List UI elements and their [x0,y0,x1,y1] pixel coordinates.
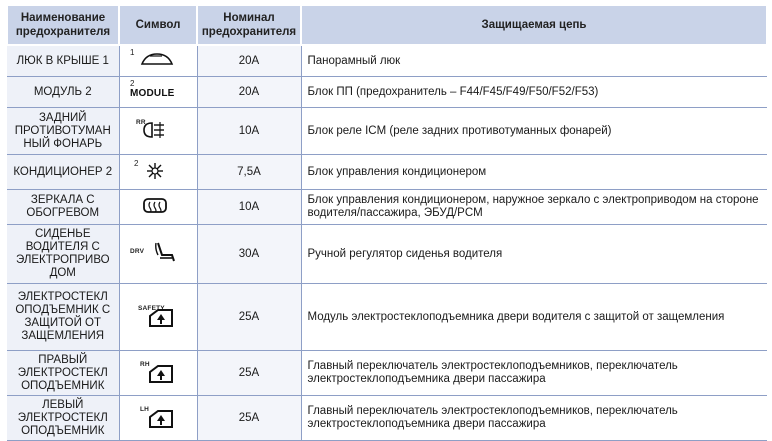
heated-mirror-icon [140,196,170,216]
fuse-circuit: Блок управления кондиционером, наружное зеркало с электроприводом на стороне водителя/пассажира, ЭБУД/PCM [301,190,767,225]
driver-seat-icon [152,241,182,263]
air-conditioner-icon [140,161,170,181]
table-row [7,396,767,441]
symbol-number: 1 [130,48,135,57]
fuse-name: ЛЕВЫЙ ЭЛЕКТРОСТЕКЛ ОПОДЪЕМНИК [7,396,119,441]
fuse-symbol [119,77,197,108]
fuse-symbol [119,108,197,155]
fuse-symbol [119,396,197,441]
header-name: Наименование предохранителя [7,5,119,45]
sunroof-icon [140,50,174,68]
fuse-name: КОНДИЦИОНЕР 2 [7,155,119,190]
module-icon [126,77,190,103]
fuse-symbol [119,190,197,225]
header-symbol: Символ [119,5,197,45]
fuse-circuit: Главный переключатель электростеклоподъемников, переключатель электростеклоподъемника двери пассажира [301,351,767,396]
fuse-circuit: Ручной регулятор сиденья водителя [301,225,767,284]
header-circuit: Защищаемая цепь [301,5,767,45]
table-row [7,284,767,351]
symbol-tag: LH [140,406,150,413]
table-row [7,225,767,284]
fuse-circuit: Панорамный люк [301,45,767,77]
fuse-symbol [119,284,197,351]
fuse-circuit: Главный переключатель электростеклоподъемников, переключатель электростеклоподъемника двери пассажира [301,396,767,441]
table-row [7,155,767,190]
fuse-rating: 20A [197,77,301,108]
table-row [7,45,767,77]
fuse-name: ЗЕРКАЛА С ОБОГРЕВОМ [7,190,119,225]
header-rating: Номинал предохранителя [197,5,301,45]
fuse-name: МОДУЛЬ 2 [7,77,119,108]
symbol-tag: RH [140,361,150,368]
fuse-circuit: Блок реле ICM (реле задних противотуманных фонарей) [301,108,767,155]
fuse-rating: 20A [197,45,301,77]
fuse-symbol [119,155,197,190]
rear-fog-lamp-icon [140,120,170,140]
fuse-name: ЭЛЕКТРОСТЕКЛ ОПОДЪЕМНИК С ЗАЩИТОЙ ОТ ЗАЩЕМЛЕНИЯ [7,284,119,351]
table-row [7,77,767,108]
fuse-circuit: Блок управления кондиционером [301,155,767,190]
fuse-rating: 25A [197,351,301,396]
fuse-name: ЛЮК В КРЫШЕ 1 [7,45,119,77]
fuse-symbol [119,225,197,284]
table-header-row [7,5,767,45]
table-row [7,108,767,155]
fuse-name: СИДЕНЬЕ ВОДИТЕЛЯ С ЭЛЕКТРОПРИВО ДОМ [7,225,119,284]
fuse-symbol [119,45,197,77]
fuse-rating: 10A [197,108,301,155]
symbol-number: 2 [134,159,139,168]
symbol-tag: SAFETY [138,305,165,312]
safety-window-icon [148,308,174,328]
symbol-text: MODULE [130,88,175,99]
fuse-rating: 25A [197,284,301,351]
fuse-rating: 25A [197,396,301,441]
fuse-rating: 10A [197,190,301,225]
fuse-table [6,4,768,441]
symbol-tag: DRV [130,248,145,255]
fuse-name: ПРАВЫЙ ЭЛЕКТРОСТЕКЛ ОПОДЪЕМНИК [7,351,119,396]
left-window-icon [148,409,174,429]
table-row [7,190,767,225]
fuse-circuit: Блок ПП (предохранитель – F44/F45/F49/F50/F52/F53) [301,77,767,108]
right-window-icon [148,364,174,384]
fuse-rating: 7,5A [197,155,301,190]
symbol-tag: RR [136,119,146,126]
fuse-name: ЗАДНИЙ ПРОТИВОТУМАН НЫЙ ФОНАРЬ [7,108,119,155]
fuse-symbol [119,351,197,396]
symbol-number: 2 [130,79,135,88]
fuse-circuit: Модуль электростеклоподъемника двери водителя с защитой от защемления [301,284,767,351]
table-row [7,351,767,396]
fuse-rating: 30A [197,225,301,284]
